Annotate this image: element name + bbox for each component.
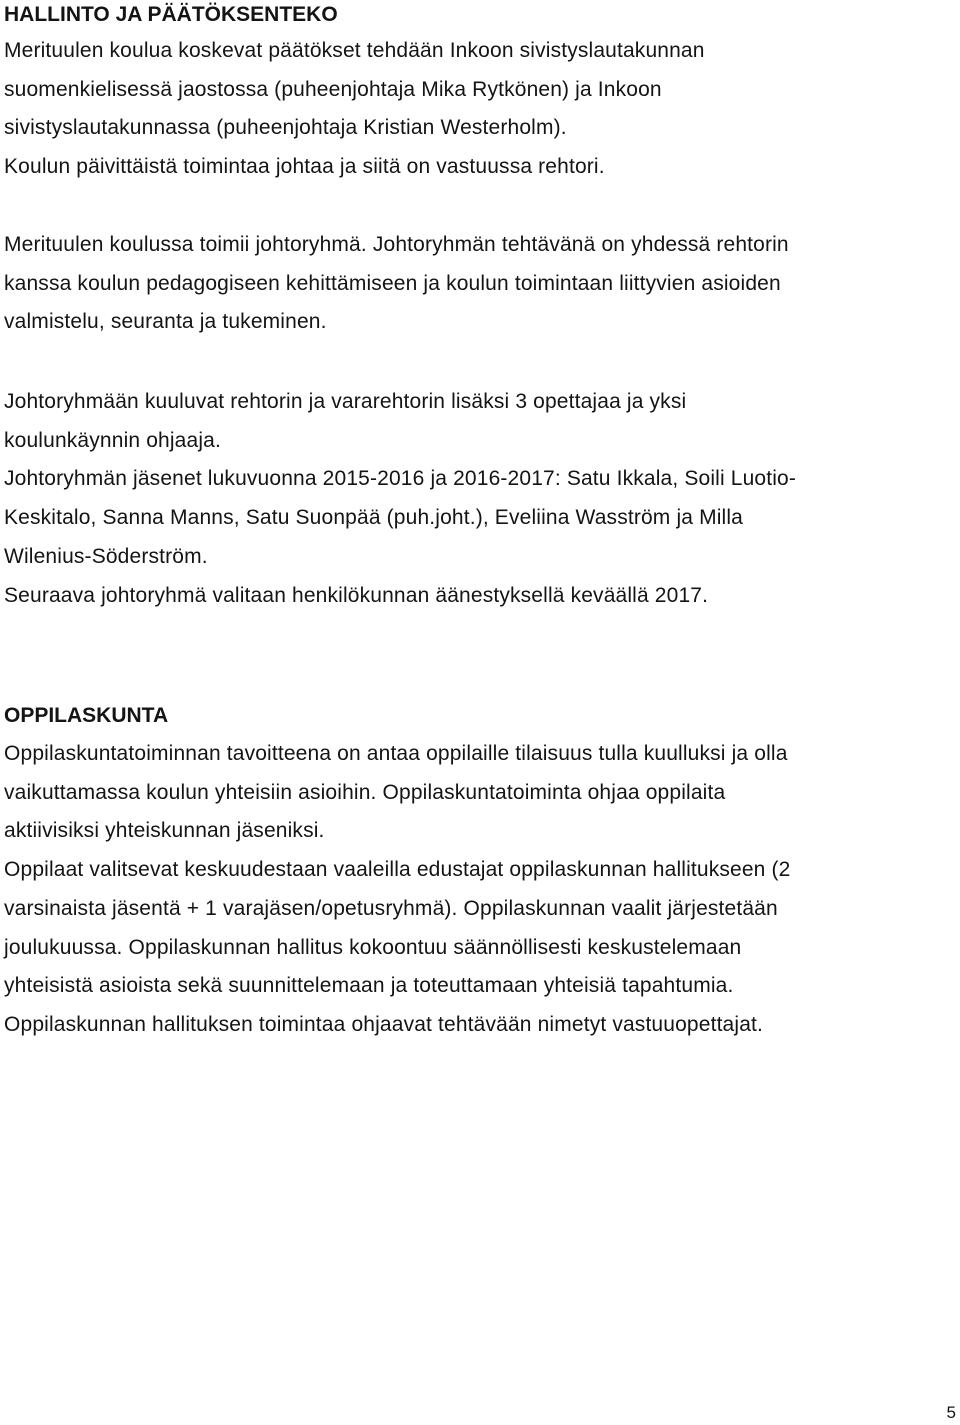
text-line: Oppilaskuntatoiminnan tavoitteena on antaa oppilaille tilaisuus tulla kuulluksi ja olla xyxy=(4,742,788,765)
paragraph-leadership-team xyxy=(4,226,952,342)
text-line: suomenkielisessä jaostossa (puheenjohtaja Mika Rytkönen) ja Inkoon xyxy=(4,77,662,101)
text-line: Koulun päivittäistä toimintaa johtaa ja siitä on vastuussa rehtori. xyxy=(4,155,605,179)
text-line: Oppilaat valitsevat keskuudestaan vaaleilla edustajat oppilaskunnan hallitukseen (2 xyxy=(4,858,791,882)
text-line: Merituulen koulua koskevat päätökset tehdään Inkoon sivistyslautakunnan xyxy=(4,39,705,62)
text-line: vaikuttamassa koulun yhteisiin asioihin. Oppilaskuntatoiminta ohjaa oppilaita xyxy=(4,780,726,804)
text-line: Johtoryhmään kuuluvat rehtorin ja vararehtorin lisäksi 3 opettajaa ja yksi xyxy=(4,390,687,413)
text-line: koulunkäynnin ohjaaja. xyxy=(4,428,221,452)
text-line: Keskitalo, Sanna Manns, Satu Suonpää (puh.joht.), Eveliina Wasström ja Milla xyxy=(4,506,743,530)
paragraph-leadership-members xyxy=(4,383,952,615)
text-line: aktiivisiksi yhteiskunnan jäseniksi. xyxy=(4,819,325,843)
text-line: Oppilaskunnan hallituksen toimintaa ohjaavat tehtävään nimetyt vastuuopettajat. xyxy=(4,1012,763,1036)
text-line: Merituulen koulussa toimii johtoryhmä. Johtoryhmän tehtävänä on yhdessä rehtorin xyxy=(4,233,789,256)
text-line: sivistyslautakunnassa (puheenjohtaja Kristian Westerholm). xyxy=(4,116,567,140)
paragraph-governance xyxy=(4,32,952,187)
text-line: varsinaista jäsentä + 1 varajäsen/opetusryhmä). Oppilaskunnan vaalit järjestetään xyxy=(4,896,778,920)
text-line: joulukuussa. Oppilaskunnan hallitus kokoontuu säännöllisesti keskustelemaan xyxy=(4,935,742,959)
text-line: Johtoryhmän jäsenet lukuvuonna 2015-2016 ja 2016-2017: Satu Ikkala, Soili Luotio- xyxy=(4,467,797,491)
text-line: Wilenius-Söderström. xyxy=(4,544,208,568)
paragraph-student-council xyxy=(4,735,952,1045)
page-number: 5 xyxy=(946,1403,956,1422)
text-line: kanssa koulun pedagogiseen kehittämiseen ja koulun toimintaan liittyvien asioiden xyxy=(4,271,781,295)
section-heading-oppilaskunta: OPPILASKUNTA xyxy=(4,704,169,727)
text-line: Seuraava johtoryhmä valitaan henkilökunnan äänestyksellä keväällä 2017. xyxy=(4,583,709,607)
text-line: valmistelu, seuranta ja tukeminen. xyxy=(4,310,327,334)
text-line: yhteisistä asioista sekä suunnittelemaan ja toteuttamaan yhteisiä tapahtumia. xyxy=(4,974,734,998)
section-heading-hallinto: HALLINTO JA PÄÄTÖKSENTEKO xyxy=(4,3,338,26)
